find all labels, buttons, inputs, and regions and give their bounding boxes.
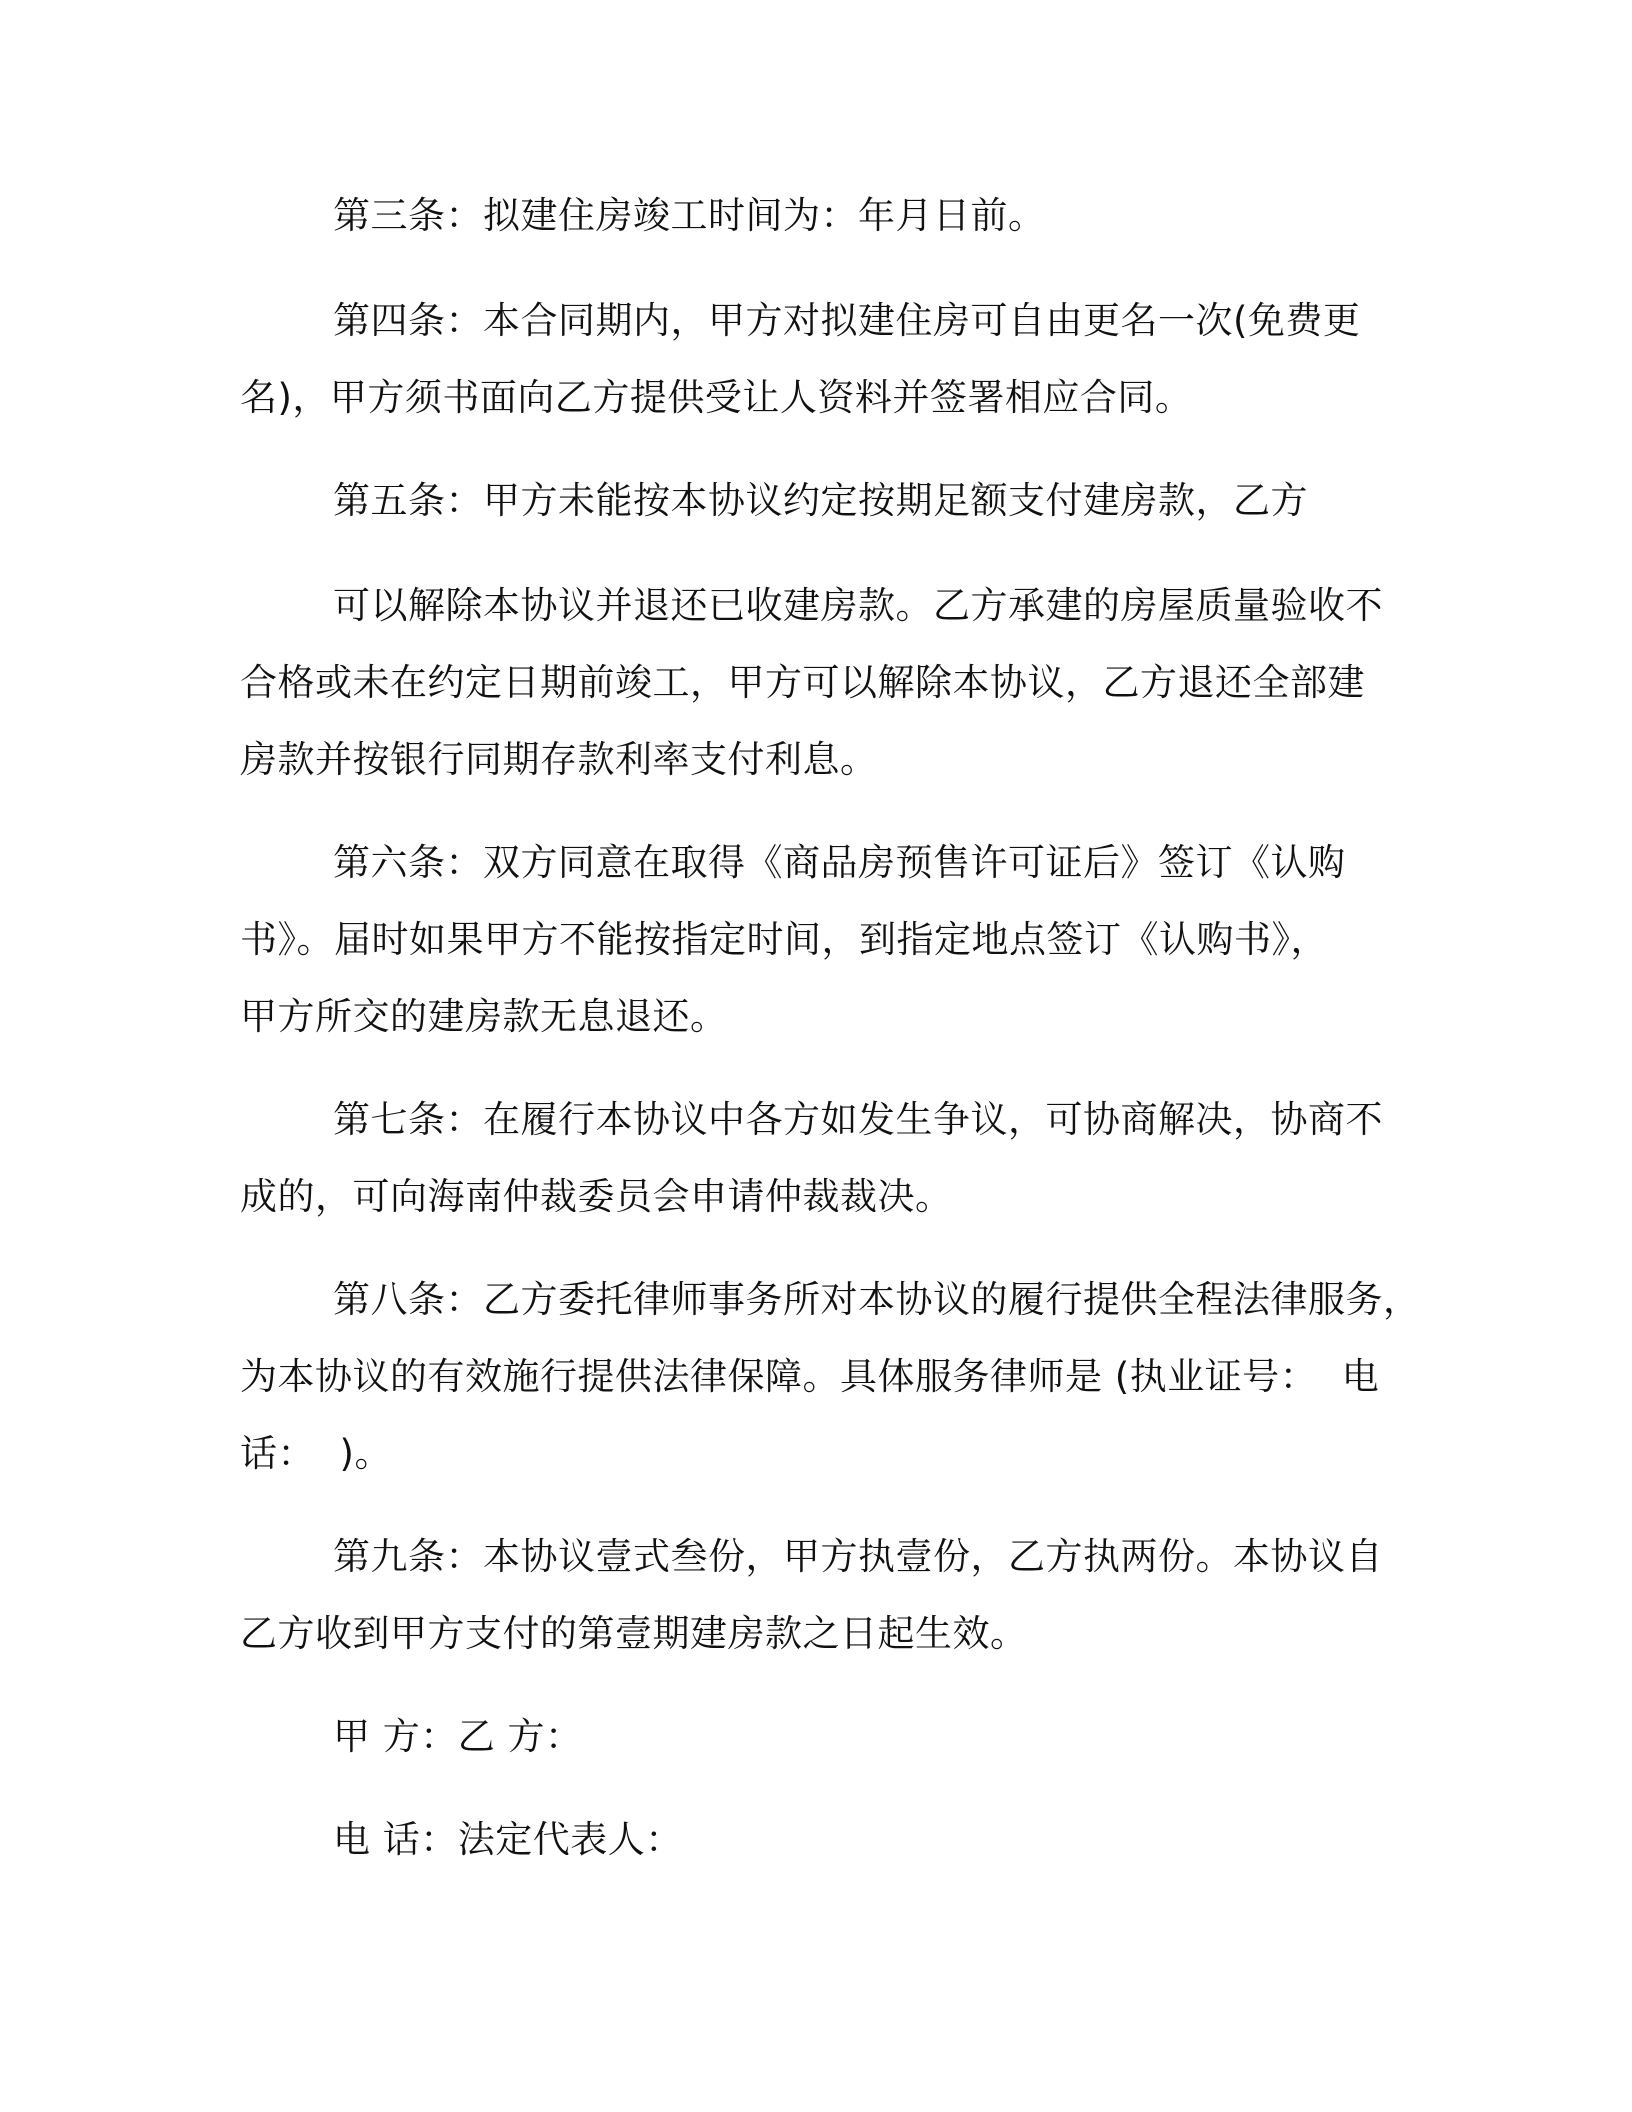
article-4-line-1: 第四条：本合同期内，甲方对拟建住房可自由更名一次(免费更 [333,299,1361,342]
article-5-line-4: 房款并按银行同期存款利率支付利息。 [240,738,878,781]
article-7-line-2: 成的，可向海南仲裁委员会申请仲裁裁决。 [240,1175,953,1218]
article-8-line-2: 为本协议的有效施行提供法律保障。具体服务律师是 (执业证号： 电 [240,1355,1380,1398]
article-8-line-1: 第八条：乙方委托律师事务所对本协议的履行提供全程法律服务， [333,1278,1421,1321]
article-9-line-2: 乙方收到甲方支付的第壹期建房款之日起生效。 [240,1612,1028,1655]
article-5-line-1: 第五条：甲方未能按本协议约定按期足额支付建房款，乙方 [333,479,1308,522]
article-3-line-1: 第三条：拟建住房竣工时间为：年月日前。 [333,194,1046,237]
article-6-line-3: 甲方所交的建房款无息退还。 [240,995,728,1038]
article-8-line-3: 话： )。 [240,1432,392,1475]
phone-line: 电 话：法定代表人： [333,1818,683,1861]
article-5-line-3: 合格或未在约定日期前竣工，甲方可以解除本协议，乙方退还全部建 [240,661,1365,704]
party-line: 甲 方：乙 方： [333,1715,583,1758]
article-6-line-2: 书》。届时如果甲方不能按指定时间，到指定地点签订《认购书》， [240,918,1328,961]
article-7-line-1: 第七条：在履行本协议中各方如发生争议，可协商解决，协商不 [333,1098,1383,1141]
article-4-line-2: 名)，甲方须书面向乙方提供受让人资料并签署相应合同。 [240,376,1193,419]
article-5-line-2: 可以解除本协议并退还已收建房款。乙方承建的房屋质量验收不 [333,584,1383,627]
article-9-line-1: 第九条：本协议壹式叁份，甲方执壹份，乙方执两份。本协议自 [333,1535,1383,1578]
article-6-line-1: 第六条：双方同意在取得《商品房预售许可证后》签订《认购 [333,841,1346,884]
